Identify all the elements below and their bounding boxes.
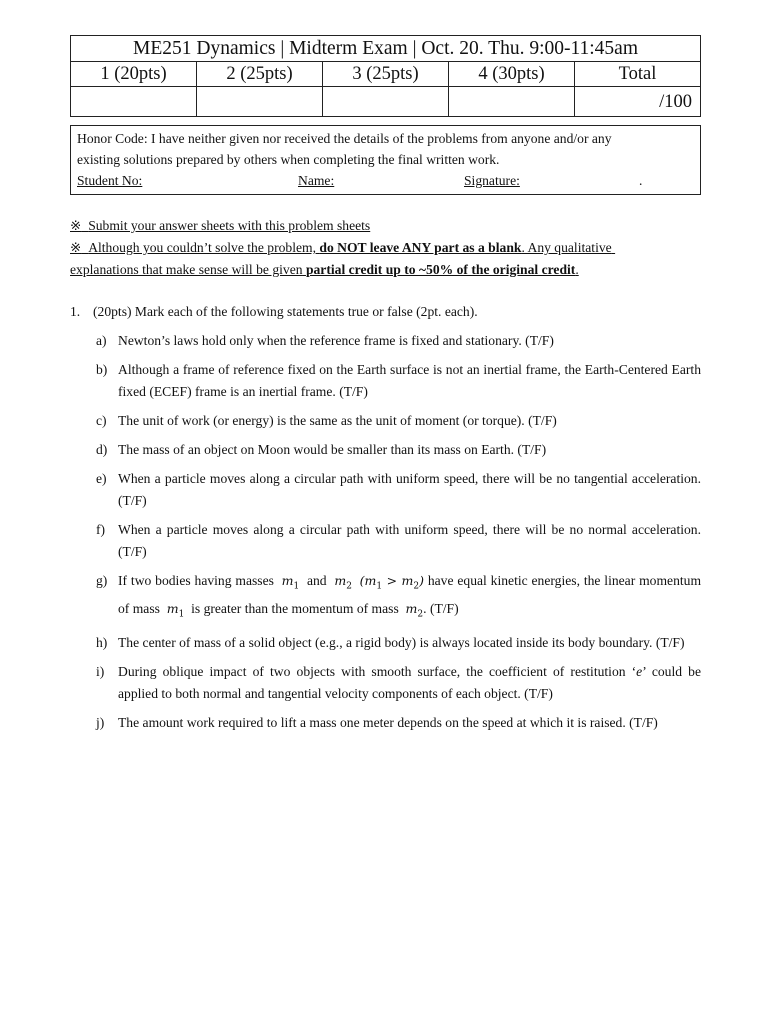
signature-period: .: [639, 173, 643, 188]
note-2: ※ Although you couldn’t solve the problem, do NOT leave ANY part as a blank. Any qualitative: [70, 240, 612, 255]
statement-e: e) When a particle moves along a circular path with uniform speed, there will be no tangential acceleration. (T/F): [96, 471, 701, 508]
statement-i: i) During oblique impact of two objects with smooth surface, the coefficient of restitution ‘e’ could be applied to both normal and tangential velocity components of each object. (T/F): [96, 664, 701, 701]
score-cell-q4[interactable]: [449, 87, 575, 117]
math-inequality: $(m_1 > m_2)$: [359, 573, 424, 592]
score-cell-q3[interactable]: [323, 87, 449, 117]
statement-c: c) The unit of work (or energy) is the same as the unit of moment (or torque). (T/F): [96, 413, 557, 428]
column-q1: 1 (20pts): [71, 62, 197, 87]
instructions: [70, 215, 701, 281]
math-m2: $m_2$: [334, 573, 352, 592]
statement-j: j) The amount work required to lift a mass one meter depends on the speed at which it is raised. (T/F): [96, 715, 658, 730]
note-2-cont: explanations that make sense will be given partial credit up to ~50% of the original credit.: [70, 262, 579, 277]
math-m1: $m_1$: [281, 573, 300, 592]
signature-label: Signature:: [464, 173, 520, 188]
signature-field[interactable]: [464, 170, 639, 191]
honor-line-2: existing solutions prepared by others when completing the final written work.: [77, 152, 500, 167]
statement-f: f) When a particle moves along a circular path with uniform speed, there will be no normal acceleration. (T/F): [96, 522, 701, 559]
statement-list: [70, 330, 701, 734]
score-cell-total[interactable]: /100: [575, 87, 701, 117]
name-label: Name:: [298, 173, 335, 188]
math-m1: $m_1$: [166, 600, 185, 619]
score-table: [70, 35, 701, 117]
statement-h: h) The center of mass of a solid object (e.g., a rigid body) is always located inside its body boundary. (T/F): [96, 635, 685, 650]
question-1: [70, 301, 701, 734]
honor-code-box: [70, 125, 701, 195]
column-q2: 2 (25pts): [197, 62, 323, 87]
score-cell-q2[interactable]: [197, 87, 323, 117]
score-cell-q1[interactable]: [71, 87, 197, 117]
reference-mark-icon: ※: [70, 218, 82, 233]
exam-title: ME251 Dynamics | Midterm Exam | Oct. 20. Thu. 9:00-11:45am: [71, 36, 701, 62]
name-field[interactable]: [298, 170, 460, 191]
note-1: ※ Submit your answer sheets with this problem sheets: [70, 218, 371, 233]
column-q3: 3 (25pts): [323, 62, 449, 87]
statement-d: d) The mass of an object on Moon would be smaller than its mass on Earth. (T/F): [96, 442, 547, 457]
math-m2: $m_2$: [405, 600, 424, 619]
column-total: Total: [575, 62, 701, 87]
statement-b: b) Although a frame of reference fixed on the Earth surface is not an inertial frame, the Earth-Centered Earth fixed (ECEF) frame is an inertial frame. (T/F): [96, 362, 701, 399]
statement-g: g) If two bodies having masses $m_1$ and $m_2$ $(m_1 > m_2)$ have equal kinetic energies, the linear momentum of mass $m_1$ is greater than the momentum of mass $m_2$. (T/F): [96, 573, 702, 619]
student-no-label: Student No:: [77, 173, 143, 188]
student-no-field[interactable]: [77, 170, 292, 191]
question-1-header: 1. (20pts) Mark each of the following statements true or false (2pt. each).: [70, 304, 478, 319]
signature-row: [77, 170, 694, 191]
honor-line-1: Honor Code: I have neither given nor received the details of the problems from anyone and/or any: [77, 131, 612, 146]
column-q4: 4 (30pts): [449, 62, 575, 87]
reference-mark-icon: ※: [70, 240, 82, 255]
statement-a: a) Newton’s laws hold only when the reference frame is fixed and stationary. (T/F): [96, 333, 554, 348]
